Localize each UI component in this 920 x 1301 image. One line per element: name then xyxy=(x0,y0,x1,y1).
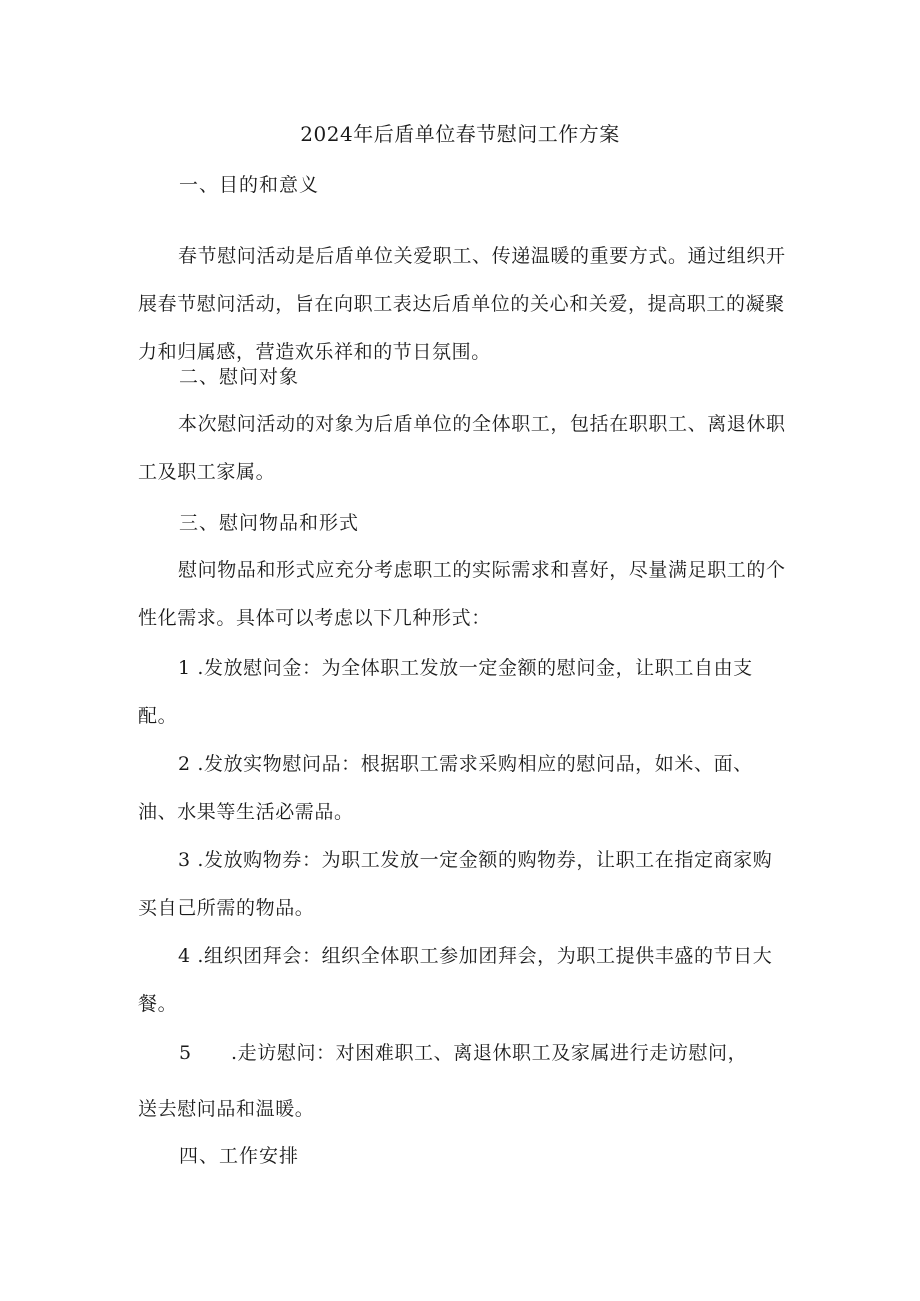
list-item-4: 4 .组织团拜会：组织全体职工参加团拜会，为职工提供丰盛的节日大餐。 xyxy=(138,945,773,1015)
section-heading-recipients: 二、慰问对象 xyxy=(179,366,300,388)
section-text-items-forms: 慰问物品和形式应充分考虑职工的实际需求和喜好，尽量满足职工的个性化需求。具体可以考虑以下几种形式： xyxy=(138,559,786,629)
list-item-2: 2 .发放实物慰问品：根据职工需求采购相应的慰问品，如米、面、油、水果等生活必需品。 xyxy=(138,753,753,823)
section-heading-items-forms: 三、慰问物品和形式 xyxy=(179,512,360,534)
list-item-3: 3 .发放购物券：为职工发放一定金额的购物券，让职工在指定商家购买自己所需的物品。 xyxy=(138,849,773,919)
document-title: 2024年后盾单位春节慰问工作方案 xyxy=(300,122,620,146)
list-item-5-text: .走访慰问：对困难职工、离退休职工及家属进行走访慰问， xyxy=(231,1042,748,1064)
section-heading-arrangement: 四、工作安排 xyxy=(179,1145,300,1167)
section-text-purpose: 春节慰问活动是后盾单位关爱职工、传递温暖的重要方式。通过组织开展春节慰问活动，旨在向职工表达后盾单位的关心和关爱，提高职工的凝聚力和归属感，营造欢乐祥和的节日氛围。 xyxy=(138,245,786,363)
section-heading-purpose: 一、目的和意义 xyxy=(179,174,320,196)
list-item-5-line2: 送去慰问品和温暖。 xyxy=(138,1098,315,1120)
section-text-recipients: 本次慰问活动的对象为后盾单位的全体职工，包括在职职工、离退休职工及职工家属。 xyxy=(138,413,786,483)
list-item-1: 1 .发放慰问金：为全体职工发放一定金额的慰问金，让职工自由支配。 xyxy=(138,657,753,727)
list-item-5-line1 xyxy=(179,1038,789,1065)
list-item-5-number: 5 xyxy=(179,1042,192,1064)
